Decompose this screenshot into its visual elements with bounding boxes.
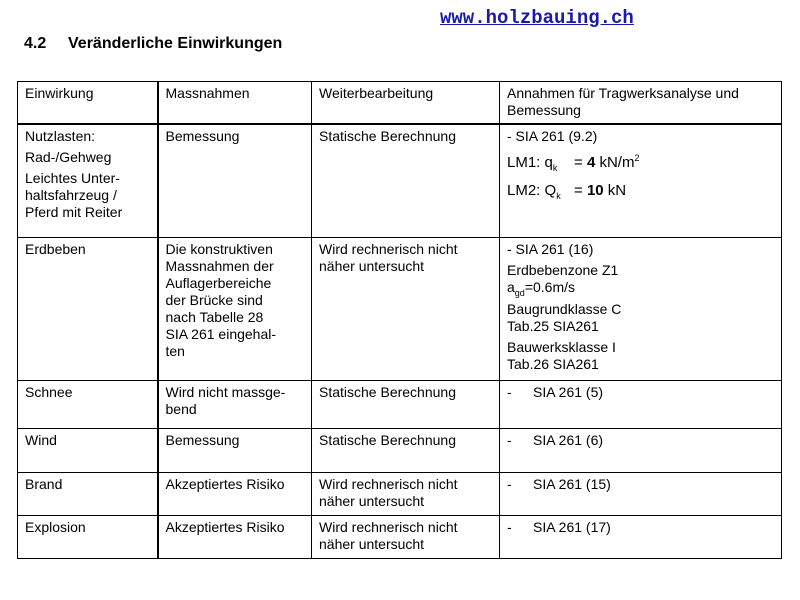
- cell-text: ten: [165, 342, 185, 359]
- cell-einwirkung: Wind: [18, 428, 158, 472]
- cell-text: Erdbebenzone Z1: [507, 261, 619, 278]
- header-annahmen: Annahmen für Tragwerksanalyse und Bemessung: [500, 82, 782, 125]
- cell-text: Wird rechnerisch nicht: [319, 518, 458, 535]
- cell-text: Auflagerbereiche: [165, 274, 272, 291]
- cell-text: Die konstruktiven: [165, 240, 273, 257]
- section-heading: [24, 35, 282, 53]
- section-title: Veränderliche Einwirkungen: [68, 35, 283, 52]
- cell-text: näher untersucht: [319, 492, 425, 509]
- table-row: [18, 380, 782, 428]
- cell-massnahmen: Akzeptiertes Risiko: [158, 515, 312, 558]
- cell-einwirkung: Erdbeben: [18, 237, 158, 380]
- cell-weiterbearbeitung: Statische Berechnung: [312, 428, 500, 472]
- table-row: [18, 124, 782, 237]
- lm2-line: LM2: $Q_k = 10$ kN: [507, 182, 627, 201]
- cell-einwirkung: Schnee: [18, 380, 158, 428]
- cell-einwirkung: [18, 124, 158, 237]
- website-link[interactable]: www.holzbauing.ch: [440, 7, 634, 29]
- cell-text: - SIA 261 (16): [507, 240, 594, 257]
- cell-massnahmen: [158, 380, 312, 428]
- cell-text: Tab.26 SIA261: [507, 356, 599, 373]
- header-weiterbearbeitung: Weiterbearbeitung: [312, 82, 500, 125]
- table-row: [18, 515, 782, 558]
- cell-text: Massnahmen der: [165, 257, 274, 274]
- cell-text: der Brücke sind: [165, 291, 263, 308]
- cell-text: Bauwerksklasse I: [507, 339, 616, 356]
- cell-massnahmen: Bemessung: [158, 124, 312, 237]
- table-row: [18, 472, 782, 515]
- cell-massnahmen: Bemessung: [158, 428, 312, 472]
- cell-text: bend: [165, 400, 197, 417]
- cell-text: SIA 261 eingehal-: [165, 325, 277, 342]
- table-row: [18, 428, 782, 472]
- table-row: [18, 237, 782, 380]
- cell-einwirkung: Brand: [18, 472, 158, 515]
- section-number: 4.2: [24, 35, 47, 52]
- cell-text: näher untersucht: [319, 535, 425, 552]
- header-einwirkung: Einwirkung: [18, 82, 158, 125]
- cell-weiterbearbeitung: [312, 515, 500, 558]
- table-header-row: [18, 82, 782, 125]
- cell-text: näher untersucht: [319, 257, 425, 274]
- cell-annahmen: [500, 237, 782, 380]
- cell-annahmen: - SIA 261 (5): [500, 380, 782, 428]
- cell-massnahmen: Akzeptiertes Risiko: [158, 472, 312, 515]
- cell-text: - SIA 261 (9.2): [507, 128, 598, 144]
- cell-text: Nutzlasten:: [25, 128, 96, 144]
- header-massnahmen: Massnahmen: [158, 82, 312, 125]
- cell-text: Pferd mit Reiter: [25, 204, 123, 220]
- agd-line: $a_{gd}=0.6m/s$: [507, 278, 576, 298]
- cell-text: Leichtes Unter-: [25, 170, 120, 186]
- cell-text: haltsfahrzeug /: [25, 187, 117, 203]
- cell-weiterbearbeitung: [312, 237, 500, 380]
- cell-annahmen: - SIA 261 (15): [500, 472, 782, 515]
- cell-weiterbearbeitung: Statische Berechnung: [312, 380, 500, 428]
- cell-text: Rad-/Gehweg: [25, 149, 112, 165]
- cell-text: Baugrundklasse C: [507, 301, 622, 318]
- cell-weiterbearbeitung: [312, 472, 500, 515]
- cell-annahmen: - SIA 261 (6): [500, 428, 782, 472]
- cell-weiterbearbeitung: Statische Berechnung: [312, 124, 500, 237]
- cell-text: Wird nicht massge-: [165, 383, 286, 400]
- cell-annahmen: [500, 124, 782, 237]
- cell-einwirkung: Explosion: [18, 515, 158, 558]
- cell-annahmen: - SIA 261 (17): [500, 515, 782, 558]
- actions-table: [17, 81, 782, 559]
- lm1-line: LM1: $q_k = 4$ $kN/m^2$: [507, 153, 640, 173]
- cell-massnahmen: [158, 237, 312, 380]
- cell-text: nach Tabelle 28: [165, 308, 264, 325]
- cell-text: Wird rechnerisch nicht: [319, 240, 458, 257]
- cell-text: Wird rechnerisch nicht: [319, 475, 458, 492]
- cell-text: Tab.25 SIA261: [507, 318, 599, 335]
